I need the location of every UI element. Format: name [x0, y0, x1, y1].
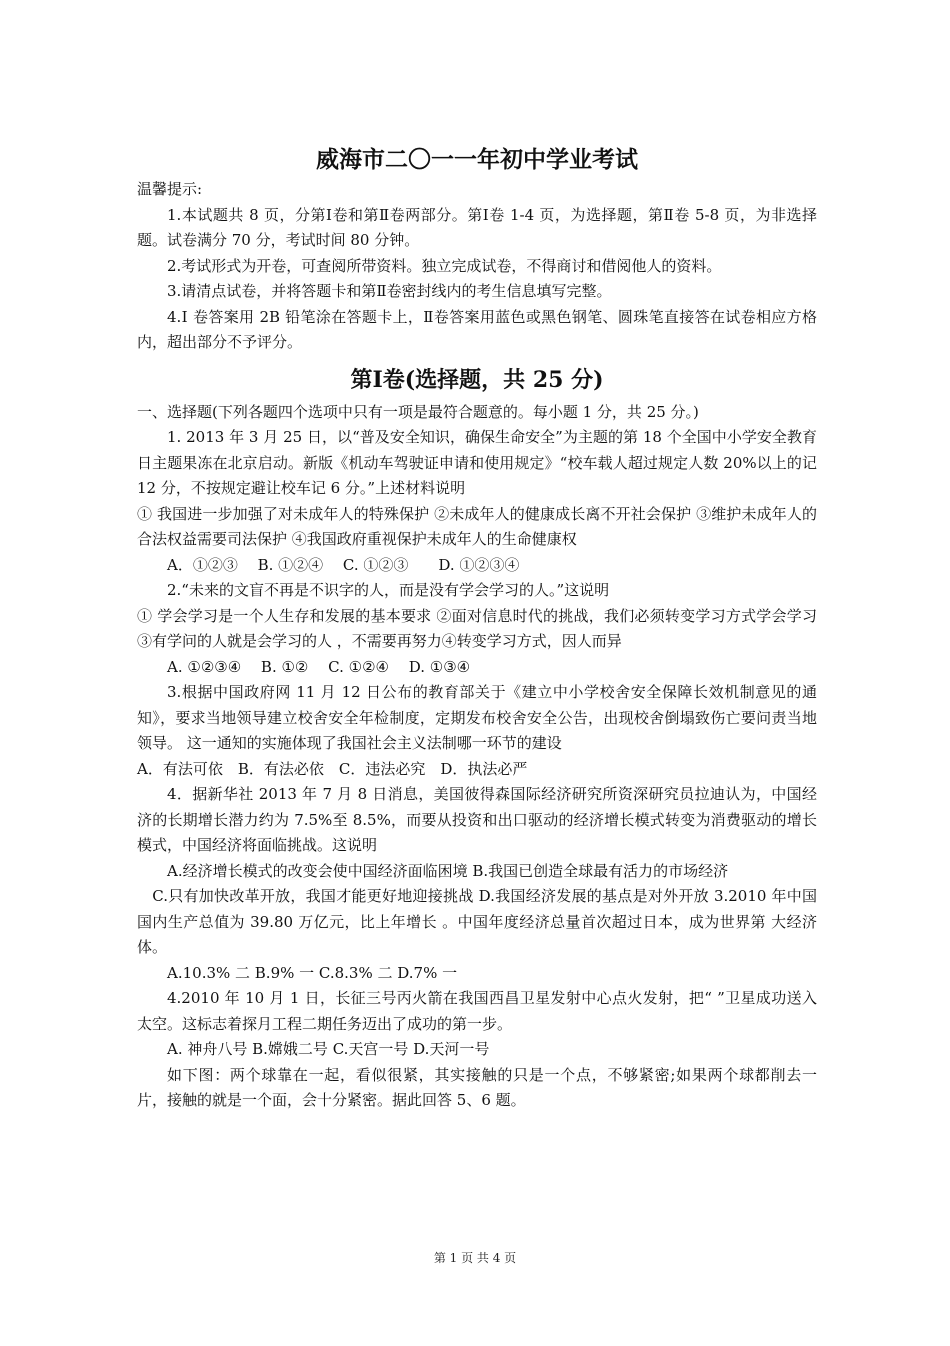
part-heading: 一、选择题(下列各题四个选项中只有一项是最符合题意的。每小题 1 分，共 25 分。) [137, 402, 699, 421]
question-4b-stem: 4.2010 年 10 月 1 日，长征三号丙火箭在我国西昌卫星发射中心点火发射，把“ ”卫星成功送入太空。这标志着探月工程二期任务迈出了成功的第一步。 [137, 989, 817, 1033]
question-4-stem: 4．据新华社 2013 年 7 月 8 日消息，美国彼得森国际经济研究所资深研究员拉迪认为，中国经济的长期增长潜力约为 7.5%至 8.5%，而要从投资和出口驱动的经济增长模式转变为消费驱动的增长模式，中国经济将面临挑战。这说明 [137, 785, 817, 854]
notice-item-2: 2.考试形式为开卷，可查阅所带资料。独立完成试卷，不得商讨和借阅他人的资料。 [167, 256, 722, 275]
exam-title: 威海市二〇一一年初中学业考试 [316, 146, 638, 173]
question-4-options-line-3: A.10.3% 二 B.9% 一 C.8.3% 二 D.7% 一 [167, 963, 458, 982]
question-4b-options: A. 神舟八号 B.嫦娥二号 C.天宫一号 D.天河一号 [167, 1040, 490, 1058]
question-2-statements: ① 学会学习是一个人生存和发展的基本要求 ②面对信息时代的挑战，我们必须转变学习方式学会学习 ③有学问的人就是会学习的人 ，不需要再努力④转变学习方式，因人而异 [137, 606, 817, 650]
question-1-options: A．①②③ B. ①②④ C. ①②③ D. ①②③④ [167, 555, 520, 574]
question-4-options-line-1: A.经济增长模式的改变会使中国经济面临困境 B.我国已创造全球最有活力的市场经济 [167, 861, 729, 880]
section-title: 第Ⅰ卷(选择题，共 25 分) [350, 366, 604, 393]
notice-heading: 温馨提示: [137, 180, 203, 198]
notice-item-4: 4.Ⅰ 卷答案用 2B 铅笔涂在答题卡上，Ⅱ卷答案用蓝色或黑色钢笔、圆珠笔直接答在试卷相应方格内，超出部分不予评分。 [137, 307, 817, 351]
notice-item-1: 1.本试题共 8 页，分第Ⅰ卷和第Ⅱ卷两部分。第Ⅰ卷 1-4 页，为选择题，第Ⅱ卷 5-8 页，为非选择题。试卷满分 70 分，考试时间 80 分钟。 [137, 205, 817, 249]
question-1-stem: 1. 2013 年 3 月 25 日，以“普及安全知识，确保生命安全”为主题的第 18 个全国中小学安全教育日主题果冻在北京启动。新版《机动车驾驶证申请和使用规定》“校车载人超过规定人数 20%以上的记 12 分，不按规定避让校车记 6 分。”上述材料说明 [137, 428, 817, 497]
question-3-stem: 3.根据中国政府网 11 月 12 日公布的教育部关于《建立中小学校舍安全保障长效机制意见的通知》，要求当地领导建立校舍安全年检制度，定期发布校舍安全公告，出现校舍倒塌致伤亡要问责当地领导。 这一通知的实施体现了我国社会主义法制哪一环节的建设 [137, 683, 817, 752]
notice-item-3: 3.请清点试卷，并将答题卡和第Ⅱ卷密封线内的考生信息填写完整。 [167, 282, 612, 300]
question-3-options: A．有法可依 B．有法必依 C．违法必究 D．执法必严 [137, 759, 528, 778]
question-2-stem: 2.“未来的文盲不再是不识字的人，而是没有学会学习的人。”这说明 [167, 581, 610, 599]
page-footer: 第 1 页 共 4 页 [433, 1251, 517, 1265]
question-2-options: A. ①②③④ B. ①② C. ①②④ D. ①③④ [167, 657, 471, 676]
question-1-statements: ① 我国进一步加强了对未成年人的特殊保护 ②未成年人的健康成长离不开社会保护 ③维护未成年人的合法权益需要司法保护 ④我国政府重视保护未成年人的生命健康权 [137, 504, 817, 548]
questions-5-6-intro: 如下图：两个球靠在一起，看似很紧，其实接触的只是一个点，不够紧密;如果两个球都削去一片，接触的就是一个面，会十分紧密。据此回答 5、6 题。 [137, 1065, 817, 1109]
question-4-options-line-2: C.只有加快改革开放，我国才能更好地迎接挑战 D.我国经济发展的基点是对外开放 3.2010 年中国国内生产总值为 39.80 万亿元，比上年增长 。中国年度经济总量首次超过日本，成为世界第 大经济体。 [137, 887, 817, 956]
page-content [137, 143, 817, 1114]
